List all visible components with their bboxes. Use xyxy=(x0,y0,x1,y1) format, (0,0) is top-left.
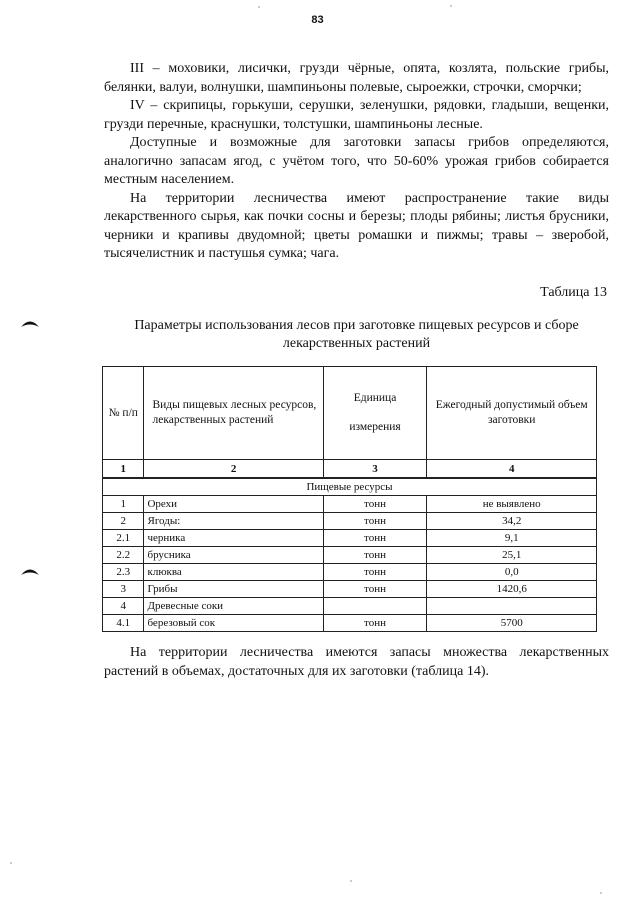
paragraph: III – моховики, лисички, грузди чёрные, опята, козлята, польские грибы, белянки, валуи, волнушки, шампиньоны полевые, сыроежки, строчки, сморчки; xyxy=(104,61,609,95)
row-name: березовый сок xyxy=(144,615,323,632)
header-unit-line1: Единица xyxy=(353,392,397,404)
column-number-row xyxy=(103,460,597,479)
table-row xyxy=(103,513,597,530)
header-num: № п/п xyxy=(103,367,144,460)
row-name: Ягоды: xyxy=(144,513,323,530)
row-name: Древесные соки xyxy=(144,598,323,615)
table-title: Параметры использования лесов при заготовке пищевых ресурсов и сборе лекарственных растений xyxy=(134,318,579,351)
column-number: 1 xyxy=(103,460,144,479)
row-value: не выявлено xyxy=(427,496,597,513)
paragraph: Доступные и возможные для заготовки запасы грибов определяются, аналогично запасам ягод, с учётом того, что 50-60% урожая грибов собирается местным населением. xyxy=(104,135,609,187)
row-value: 0,0 xyxy=(427,564,597,581)
row-unit: тонн xyxy=(323,547,427,564)
column-number: 3 xyxy=(323,460,427,479)
body-text xyxy=(104,60,609,264)
section-title: Пищевые ресурсы xyxy=(103,478,597,496)
column-number: 2 xyxy=(144,460,323,479)
row-name: Орехи xyxy=(144,496,323,513)
scan-speck xyxy=(258,6,260,8)
row-unit: тонн xyxy=(323,530,427,547)
row-unit: тонн xyxy=(323,564,427,581)
table-row xyxy=(103,530,597,547)
paragraph: На территории лесничества имеют распространение такие виды лекарственного сырья, как почки сосны и березы; плоды рябины; листья брусники, черники и крапивы двудомной; цветы ромашки и пижмы; травы – зверобой, тысячелистник и пастушья сумка; чага. xyxy=(104,190,609,261)
scan-speck xyxy=(10,862,12,864)
row-unit: тонн xyxy=(323,496,427,513)
row-num: 2.1 xyxy=(103,530,144,547)
row-num: 2.3 xyxy=(103,564,144,581)
row-num: 3 xyxy=(103,581,144,598)
row-unit xyxy=(323,598,427,615)
section-row xyxy=(103,478,597,496)
scan-speck xyxy=(450,5,452,7)
row-name: клюква xyxy=(144,564,323,581)
header-unit-line2: измерения xyxy=(349,421,401,433)
resources-table xyxy=(102,366,597,632)
row-value: 1420,6 xyxy=(427,581,597,598)
row-value: 5700 xyxy=(427,615,597,632)
header-type: Виды пищевых лесных ресурсов, лекарственных растений xyxy=(144,367,323,460)
row-value: 25,1 xyxy=(427,547,597,564)
table-row xyxy=(103,598,597,615)
scan-speck xyxy=(350,880,352,882)
table-header-row xyxy=(103,367,597,460)
hole-punch-mark-icon xyxy=(20,318,40,328)
row-value: 34,2 xyxy=(427,513,597,530)
scan-speck xyxy=(600,892,602,894)
row-unit: тонн xyxy=(323,581,427,598)
table-label: Таблица 13 xyxy=(540,285,607,300)
table-row xyxy=(103,615,597,632)
table-row xyxy=(103,547,597,564)
row-name: брусника xyxy=(144,547,323,564)
row-num: 1 xyxy=(103,496,144,513)
table-row xyxy=(103,496,597,513)
row-name: Грибы xyxy=(144,581,323,598)
table-row xyxy=(103,581,597,598)
row-num: 4.1 xyxy=(103,615,144,632)
row-name: черника xyxy=(144,530,323,547)
paragraph: На территории лесничества имеются запасы множества лекарственных растений в объемах, достаточных для их заготовки (таблица 14). xyxy=(104,645,609,679)
row-num: 2 xyxy=(103,513,144,530)
row-num: 4 xyxy=(103,598,144,615)
header-unit xyxy=(323,367,427,460)
column-number: 4 xyxy=(427,460,597,479)
header-volume: Ежегодный допустимый объем заготовки xyxy=(427,367,597,460)
page-number: 83 xyxy=(311,14,324,26)
row-value: 9,1 xyxy=(427,530,597,547)
table-row xyxy=(103,564,597,581)
paragraph: IV – скрипицы, горькуши, серушки, зеленушки, рядовки, гладыши, вещенки, грузди перечные, краснушки, толстушки, шампиньоны лесные. xyxy=(104,98,609,132)
hole-punch-mark-icon xyxy=(20,566,40,576)
row-unit: тонн xyxy=(323,615,427,632)
row-value xyxy=(427,598,597,615)
closing-text xyxy=(104,643,609,681)
row-unit: тонн xyxy=(323,513,427,530)
row-num: 2.2 xyxy=(103,547,144,564)
